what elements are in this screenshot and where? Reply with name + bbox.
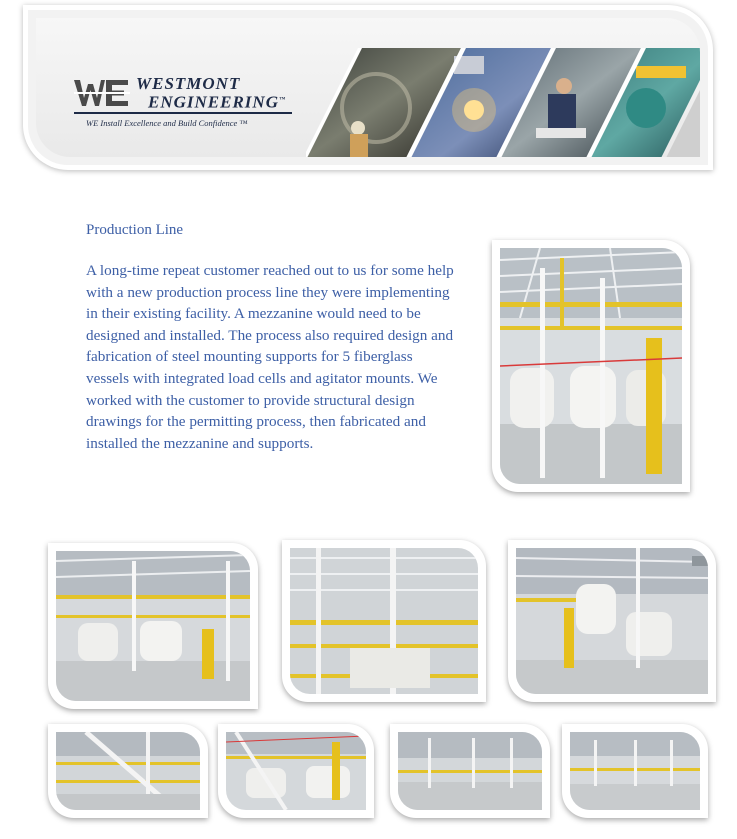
header-photo-strip bbox=[306, 48, 700, 157]
logo-divider bbox=[74, 112, 292, 114]
gallery-photo-5 bbox=[226, 732, 366, 810]
gallery-photo-3 bbox=[516, 548, 708, 694]
gallery-photo-5-frame bbox=[218, 724, 374, 818]
gallery-photo-2-frame bbox=[282, 540, 486, 702]
header-banner bbox=[28, 10, 708, 165]
featured-photo-mezzanine bbox=[500, 248, 682, 484]
company-name-word: ENGINEERING bbox=[148, 92, 279, 112]
section-title: Production Line bbox=[86, 222, 184, 238]
company-name-line1: WESTMONT bbox=[136, 74, 241, 93]
gallery-photo-2 bbox=[290, 548, 478, 694]
company-logo bbox=[74, 74, 294, 144]
company-name-line2 bbox=[148, 92, 286, 111]
gallery-photo-7 bbox=[570, 732, 700, 810]
gallery-photo-1-frame bbox=[48, 543, 258, 709]
we-monogram-icon bbox=[74, 78, 130, 108]
company-tagline: WE Install Excellence and Build Confidence ™ bbox=[86, 118, 248, 128]
gallery-photo-4-frame bbox=[48, 724, 208, 818]
gallery-photo-1 bbox=[56, 551, 250, 701]
gallery-photo-6 bbox=[398, 732, 542, 810]
gallery-photo-7-frame bbox=[562, 724, 708, 818]
header-banner-panel bbox=[36, 18, 700, 157]
gallery-photo-3-frame bbox=[508, 540, 716, 702]
trademark-symbol: ™ bbox=[278, 97, 286, 103]
gallery-photo-4 bbox=[56, 732, 200, 810]
featured-photo-frame bbox=[492, 240, 690, 492]
article-body: A long-time repeat customer reached out to us for some help with a new production process line they were implementing in their existing facility. A mezzanine would need to be designed and installed. The process also required design and fabrication of steel mounting supports for 5 fiberglass vessels with integrated load cells and agitator mounts. We worked with the customer to provide structural design drawings for the permitting process, then fabricated and installed the mezzanine and supports. bbox=[86, 262, 454, 452]
gallery-photo-6-frame bbox=[390, 724, 550, 818]
